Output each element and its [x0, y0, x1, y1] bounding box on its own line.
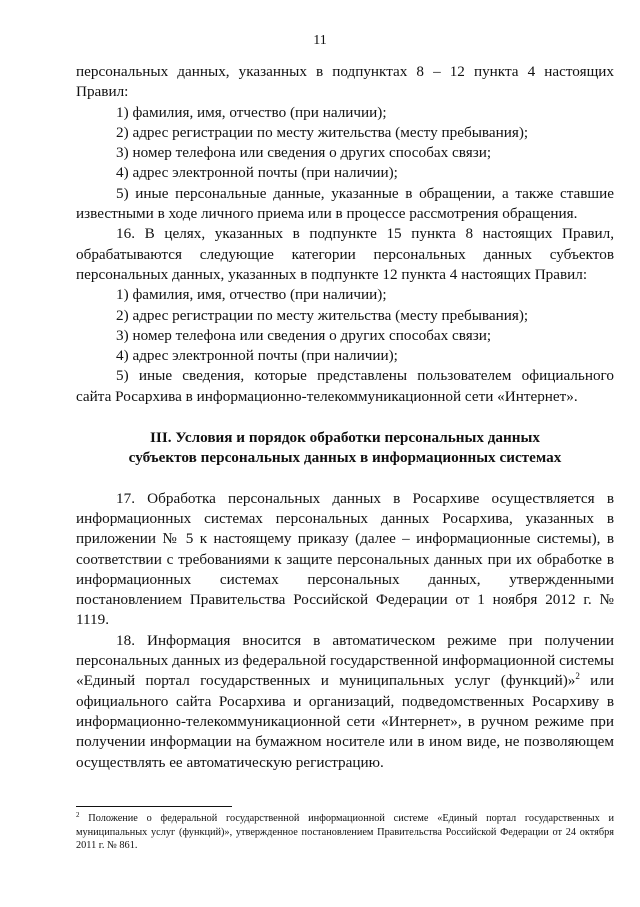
paragraph-18-text-after: или официального сайта Росархива и организаций, подведомственных Росархиву в информационно-телекоммуникационной сети «Интернет», в ручном режиме при получении информации на бумажном носителе или в ином виде, не позволяющем осуществлять ее автоматическую регистрацию. [76, 672, 614, 771]
document-body [76, 62, 614, 773]
footnote-separator [76, 806, 232, 807]
section-heading-line2: субъектов персональных данных в информационных системах [128, 449, 562, 467]
footnote [76, 812, 614, 853]
paragraph-18-text-before: 18. Информация вносится в автоматическом режиме при получении персональных данных из федеральной государственной информационной системы «Единый портал государственных и муниципальных услуг (функций)» [76, 631, 614, 690]
list-item: 5) иные персональные данные, указанные в обращении, а также ставшие известными в ходе личного приема или в процессе рассмотрения обращения. [76, 184, 614, 223]
list-item: 4) адрес электронной почты (при наличии); [116, 164, 398, 182]
footnote-mark: 2 [76, 811, 80, 819]
section-heading [76, 428, 614, 469]
list-item: 2) адрес регистрации по месту жительства (месту пребывания); [116, 123, 529, 141]
paragraph-15-continuation: персональных данных, указанных в подпунктах 8 – 12 пункта 4 настоящих Правил: [76, 63, 614, 101]
list-item: 5) иные сведения, которые представлены пользователем официального сайта Росархива в информационно-телекоммуникационной сети «Интернет». [76, 367, 614, 405]
paragraph-16: 16. В целях, указанных в подпункте 15 пункта 8 настоящих Правил, обрабатываются следующие категории персональных данных субъектов персональных данных, указанных в подпункте 12 пункта 4 настоящих Правил: [76, 225, 614, 283]
paragraph-17: 17. Обработка персональных данных в Росархиве осуществляется в информационных системах персональных данных Росархива, указанных в приложении № 5 к настоящему приказу (далее – информационные системы), в соответствии с требованиями к защите персональных данных при их обработке в информационных системах персональных данных, утвержденными постановлением Правительства Российской Федерации от 1 ноября 2012 г. № 1119. [76, 489, 614, 629]
page-number: 11 [313, 33, 327, 48]
footnote-reference[interactable]: 2 [575, 671, 580, 682]
list-item: 3) номер телефона или сведения о других способах связи; [116, 326, 492, 344]
list-item: 1) фамилия, имя, отчество (при наличии); [116, 103, 387, 121]
section-heading-line1: III. Условия и порядок обработки персональных данных [150, 429, 540, 447]
paragraph-18 [76, 631, 614, 773]
footnote-text: Положение о федеральной государственной информационной системе «Единый портал государственных и муниципальных услуг (функций)», утвержденное постановлением Правительства Российской Федерации от 24 октября 2011 г. № 861. [76, 813, 614, 851]
list-item: 4) адрес электронной почты (при наличии); [116, 347, 398, 365]
list-item: 3) номер телефона или сведения о других способах связи; [116, 144, 492, 162]
list-item: 2) адрес регистрации по месту жительства (месту пребывания); [116, 306, 529, 324]
list-item: 1) фамилия, имя, отчество (при наличии); [116, 286, 387, 304]
